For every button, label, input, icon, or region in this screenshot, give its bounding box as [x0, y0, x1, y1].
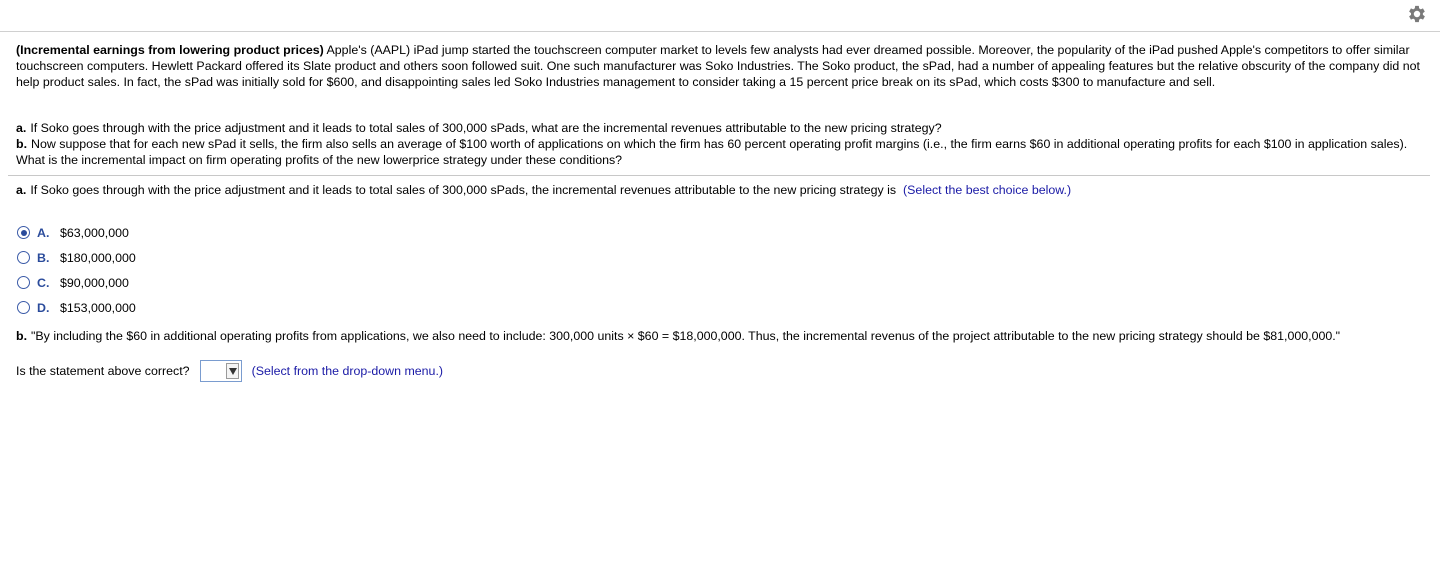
choice-value: $180,000,000 [60, 250, 136, 265]
question-b [16, 136, 1424, 168]
dropdown-arrow-icon[interactable] [226, 363, 239, 379]
question-a-text: If Soko goes through with the price adjustment and it leads to total sales of 300,000 sPads, what are the incremental revenues attributable to the new pricing strategy? [30, 121, 942, 135]
problem-title: (Incremental earnings from lowering product prices) [16, 43, 324, 57]
problem-body: Apple's (AAPL) iPad jump started the touchscreen computer market to levels few analysts had ever dreamed possible. Moreover, the popularity of the iPad pushed Apple's competitors to offer similar touchscreen computers. Hewlett Packard offered its Slate product and others soon followed suit. One such manufacturer was Soko Industries. The Soko product, the sPad, had a number of appealing features but the relative obscurity of the company did not help product sales. In fact, the sPad was initially sold for $600, and disappointing sales led Soko Industries management to consider taking a 15 percent price break on its sPad, which costs $300 to manufacture and sell. [16, 43, 1420, 90]
part-b-text: "By including the $60 in additional operating profits from applications, we also need to include: 300,000 units × $60 = $18,000,000. Thus, the incremental revenus of the project attributable to the new pricing strategy should be $81,000,000." [31, 329, 1341, 343]
radio-button[interactable] [17, 301, 30, 314]
question-b-text: Now suppose that for each new sPad it sells, the firm also sells an average of $100 worth of applications on which the firm has 60 percent operating profit margins (i.e., the firm earns $60 in additional operating profits for each $100 in application sales). What is the incremental impact on firm operating profits of the new lowerprice strategy under these conditions? [16, 137, 1408, 168]
choice-d[interactable] [17, 295, 136, 320]
answer-choices [17, 220, 136, 320]
question-b-label: b. [16, 137, 28, 152]
statement-question [16, 359, 443, 383]
divider [8, 175, 1430, 176]
radio-button-selected[interactable] [17, 226, 30, 239]
dropdown-hint: (Select from the drop-down menu.) [251, 364, 444, 378]
problem-statement [16, 42, 1424, 91]
part-a-text: If Soko goes through with the price adjustment and it leads to total sales of 300,000 sPads, the incremental revenues attributable to the new pricing strategy is [30, 183, 897, 197]
part-b-label: b. [16, 329, 28, 343]
choice-value: $63,000,000 [60, 225, 129, 240]
radio-button[interactable] [17, 251, 30, 264]
gear-icon[interactable] [1406, 3, 1428, 25]
choice-letter: B. [37, 250, 50, 265]
choice-b[interactable] [17, 245, 136, 270]
choice-letter: D. [37, 300, 50, 315]
question-list [16, 120, 1424, 169]
part-a-hint: (Select the best choice below.) [903, 183, 1072, 197]
question-a [16, 120, 1424, 136]
part-a-prompt [16, 182, 1424, 198]
choice-value: $90,000,000 [60, 275, 129, 290]
choice-a[interactable] [17, 220, 136, 245]
question-a-label: a. [16, 121, 27, 135]
radio-button[interactable] [17, 276, 30, 289]
choice-c[interactable] [17, 270, 136, 295]
answer-dropdown[interactable] [200, 360, 242, 382]
choice-value: $153,000,000 [60, 300, 136, 315]
statement-question-text: Is the statement above correct? [16, 364, 190, 378]
part-b-statement [16, 328, 1436, 344]
choice-letter: C. [37, 275, 50, 290]
choice-letter: A. [37, 225, 50, 240]
part-a-label: a. [16, 183, 27, 197]
top-toolbar [0, 0, 1440, 32]
